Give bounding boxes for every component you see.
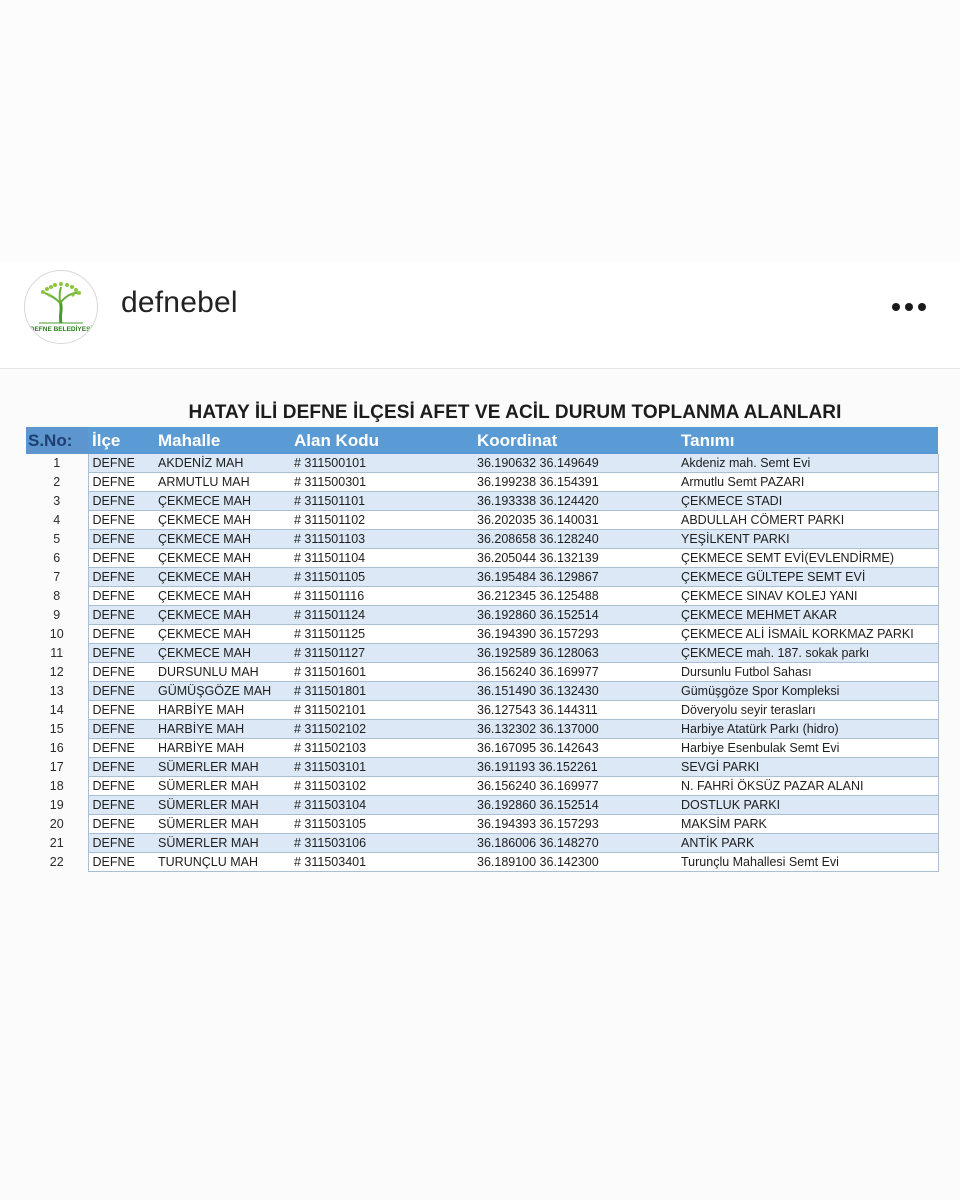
cell-tanimi: Turunçlu Mahallesi Semt Evi xyxy=(677,853,938,872)
cell-sno: 14 xyxy=(26,701,88,720)
cell-ilce: DEFNE xyxy=(88,796,154,815)
table-row xyxy=(26,492,938,511)
cell-mahalle: ÇEKMECE MAH xyxy=(154,625,290,644)
cell-alan-kodu: # 311500101 xyxy=(290,454,473,473)
table-row xyxy=(26,777,938,796)
cell-koordinat: 36.194393 36.157293 xyxy=(473,815,677,834)
cell-mahalle: ÇEKMECE MAH xyxy=(154,511,290,530)
cell-alan-kodu: # 311501102 xyxy=(290,511,473,530)
cell-alan-kodu: # 311501101 xyxy=(290,492,473,511)
cell-sno: 13 xyxy=(26,682,88,701)
cell-tanimi: Armutlu Semt PAZARI xyxy=(677,473,938,492)
document-title: HATAY İLİ DEFNE İLÇESİ AFET VE ACİL DURUM TOPLANMA ALANLARI xyxy=(188,402,842,423)
more-horizontal-icon xyxy=(905,303,913,311)
cell-koordinat: 36.127543 36.144311 xyxy=(473,701,677,720)
cell-mahalle: ARMUTLU MAH xyxy=(154,473,290,492)
cell-alan-kodu: # 311501124 xyxy=(290,606,473,625)
cell-tanimi: N. FAHRİ ÖKSÜZ PAZAR ALANI xyxy=(677,777,938,796)
cell-koordinat: 36.194390 36.157293 xyxy=(473,625,677,644)
cell-koordinat: 36.205044 36.132139 xyxy=(473,549,677,568)
cell-koordinat: 36.192589 36.128063 xyxy=(473,644,677,663)
table-row xyxy=(26,701,938,720)
more-horizontal-icon xyxy=(892,303,900,311)
cell-koordinat: 36.208658 36.128240 xyxy=(473,530,677,549)
cell-alan-kodu: # 311501601 xyxy=(290,663,473,682)
cell-tanimi: MAKSİM PARK xyxy=(677,815,938,834)
cell-alan-kodu: # 311503106 xyxy=(290,834,473,853)
cell-sno: 4 xyxy=(26,511,88,530)
post-header xyxy=(0,262,960,369)
cell-ilce: DEFNE xyxy=(88,853,154,872)
table-row xyxy=(26,834,938,853)
cell-tanimi: ÇEKMECE MEHMET AKAR xyxy=(677,606,938,625)
cell-tanimi: ÇEKMECE SINAV KOLEJ YANI xyxy=(677,587,938,606)
cell-sno: 2 xyxy=(26,473,88,492)
cell-ilce: DEFNE xyxy=(88,682,154,701)
cell-mahalle: SÜMERLER MAH xyxy=(154,777,290,796)
cell-tanimi: DOSTLUK PARKI xyxy=(677,796,938,815)
cell-sno: 22 xyxy=(26,853,88,872)
column-header-alan-kodu: Alan Kodu xyxy=(290,427,473,454)
cell-sno: 19 xyxy=(26,796,88,815)
cell-ilce: DEFNE xyxy=(88,625,154,644)
cell-koordinat: 36.192860 36.152514 xyxy=(473,796,677,815)
cell-koordinat: 36.193338 36.124420 xyxy=(473,492,677,511)
cell-ilce: DEFNE xyxy=(88,587,154,606)
table-row xyxy=(26,568,938,587)
cell-tanimi: Harbiye Atatürk Parkı (hidro) xyxy=(677,720,938,739)
cell-ilce: DEFNE xyxy=(88,454,154,473)
cell-mahalle: ÇEKMECE MAH xyxy=(154,492,290,511)
column-header-tanimi: Tanımı xyxy=(677,427,938,454)
table-row xyxy=(26,511,938,530)
cell-koordinat: 36.156240 36.169977 xyxy=(473,777,677,796)
cell-mahalle: ÇEKMECE MAH xyxy=(154,587,290,606)
cell-mahalle: SÜMERLER MAH xyxy=(154,758,290,777)
cell-sno: 6 xyxy=(26,549,88,568)
cell-sno: 3 xyxy=(26,492,88,511)
cell-koordinat: 36.212345 36.125488 xyxy=(473,587,677,606)
cell-tanimi: Dursunlu Futbol Sahası xyxy=(677,663,938,682)
cell-alan-kodu: # 311501116 xyxy=(290,587,473,606)
cell-alan-kodu: # 311501103 xyxy=(290,530,473,549)
cell-tanimi: ÇEKMECE mah. 187. sokak parkı xyxy=(677,644,938,663)
cell-tanimi: ABDULLAH CÖMERT PARKI xyxy=(677,511,938,530)
table-row xyxy=(26,549,938,568)
cell-sno: 12 xyxy=(26,663,88,682)
cell-mahalle: HARBİYE MAH xyxy=(154,739,290,758)
table-row xyxy=(26,720,938,739)
cell-alan-kodu: # 311502102 xyxy=(290,720,473,739)
table-row xyxy=(26,606,938,625)
cell-koordinat: 36.189100 36.142300 xyxy=(473,853,677,872)
cell-sno: 18 xyxy=(26,777,88,796)
cell-sno: 21 xyxy=(26,834,88,853)
cell-alan-kodu: # 311501801 xyxy=(290,682,473,701)
table-row xyxy=(26,663,938,682)
cell-alan-kodu: # 311503105 xyxy=(290,815,473,834)
more-options-button[interactable] xyxy=(884,292,934,322)
table-row xyxy=(26,530,938,549)
svg-text:DEFNE BELEDİYESİ: DEFNE BELEDİYESİ xyxy=(29,326,93,333)
cell-sno: 15 xyxy=(26,720,88,739)
column-header-sno: S.No: xyxy=(26,427,88,454)
cell-koordinat: 36.186006 36.148270 xyxy=(473,834,677,853)
cell-ilce: DEFNE xyxy=(88,720,154,739)
cell-sno: 1 xyxy=(26,454,88,473)
table-row xyxy=(26,758,938,777)
cell-mahalle: HARBİYE MAH xyxy=(154,701,290,720)
cell-koordinat: 36.132302 36.137000 xyxy=(473,720,677,739)
cell-sno: 5 xyxy=(26,530,88,549)
cell-tanimi: Akdeniz mah. Semt Evi xyxy=(677,454,938,473)
cell-sno: 17 xyxy=(26,758,88,777)
cell-tanimi: YEŞİLKENT PARKI xyxy=(677,530,938,549)
cell-sno: 7 xyxy=(26,568,88,587)
cell-tanimi: ÇEKMECE STADI xyxy=(677,492,938,511)
table-body xyxy=(26,454,938,872)
cell-tanimi: ANTİK PARK xyxy=(677,834,938,853)
cell-alan-kodu: # 311501125 xyxy=(290,625,473,644)
cell-tanimi: ÇEKMECE GÜLTEPE SEMT EVİ xyxy=(677,568,938,587)
cell-ilce: DEFNE xyxy=(88,568,154,587)
avatar[interactable] xyxy=(24,270,98,344)
table-row xyxy=(26,682,938,701)
cell-ilce: DEFNE xyxy=(88,663,154,682)
cell-ilce: DEFNE xyxy=(88,492,154,511)
post-image xyxy=(0,369,960,1200)
cell-alan-kodu: # 311501127 xyxy=(290,644,473,663)
cell-sno: 8 xyxy=(26,587,88,606)
cell-ilce: DEFNE xyxy=(88,834,154,853)
table-row xyxy=(26,473,938,492)
cell-koordinat: 36.191193 36.152261 xyxy=(473,758,677,777)
cell-mahalle: SÜMERLER MAH xyxy=(154,834,290,853)
cell-koordinat: 36.192860 36.152514 xyxy=(473,606,677,625)
defne-belediyesi-logo xyxy=(25,271,97,343)
cell-koordinat: 36.202035 36.140031 xyxy=(473,511,677,530)
cell-sno: 9 xyxy=(26,606,88,625)
cell-mahalle: ÇEKMECE MAH xyxy=(154,644,290,663)
cell-alan-kodu: # 311500301 xyxy=(290,473,473,492)
cell-tanimi: Gümüşgöze Spor Kompleksi xyxy=(677,682,938,701)
cell-koordinat: 36.195484 36.129867 xyxy=(473,568,677,587)
assembly-areas-table xyxy=(26,427,939,872)
cell-mahalle: DURSUNLU MAH xyxy=(154,663,290,682)
cell-alan-kodu: # 311502101 xyxy=(290,701,473,720)
cell-koordinat: 36.199238 36.154391 xyxy=(473,473,677,492)
table-header-row xyxy=(26,427,938,454)
cell-alan-kodu: # 311503401 xyxy=(290,853,473,872)
cell-ilce: DEFNE xyxy=(88,739,154,758)
cell-tanimi: Döveryolu seyir terasları xyxy=(677,701,938,720)
cell-mahalle: HARBİYE MAH xyxy=(154,720,290,739)
cell-ilce: DEFNE xyxy=(88,549,154,568)
cell-alan-kodu: # 311503104 xyxy=(290,796,473,815)
cell-ilce: DEFNE xyxy=(88,473,154,492)
assembly-areas-table-container xyxy=(26,427,938,872)
cell-alan-kodu: # 311503102 xyxy=(290,777,473,796)
table-row xyxy=(26,796,938,815)
cell-ilce: DEFNE xyxy=(88,530,154,549)
column-header-ilce: İlçe xyxy=(88,427,154,454)
cell-tanimi: SEVGİ PARKI xyxy=(677,758,938,777)
cell-koordinat: 36.167095 36.142643 xyxy=(473,739,677,758)
cell-alan-kodu: # 311501104 xyxy=(290,549,473,568)
cell-ilce: DEFNE xyxy=(88,644,154,663)
cell-koordinat: 36.190632 36.149649 xyxy=(473,454,677,473)
cell-alan-kodu: # 311502103 xyxy=(290,739,473,758)
cell-koordinat: 36.151490 36.132430 xyxy=(473,682,677,701)
cell-tanimi: Harbiye Esenbulak Semt Evi xyxy=(677,739,938,758)
table-row xyxy=(26,853,938,872)
table-row xyxy=(26,815,938,834)
table-row xyxy=(26,454,938,473)
cell-mahalle: ÇEKMECE MAH xyxy=(154,530,290,549)
cell-sno: 10 xyxy=(26,625,88,644)
cell-alan-kodu: # 311503101 xyxy=(290,758,473,777)
cell-mahalle: GÜMÜŞGÖZE MAH xyxy=(154,682,290,701)
cell-mahalle: TURUNÇLU MAH xyxy=(154,853,290,872)
cell-mahalle: ÇEKMECE MAH xyxy=(154,606,290,625)
cell-ilce: DEFNE xyxy=(88,758,154,777)
cell-mahalle: SÜMERLER MAH xyxy=(154,815,290,834)
cell-mahalle: SÜMERLER MAH xyxy=(154,796,290,815)
cell-mahalle: ÇEKMECE MAH xyxy=(154,549,290,568)
username[interactable]: defnebel xyxy=(121,286,238,319)
cell-mahalle: AKDENİZ MAH xyxy=(154,454,290,473)
cell-sno: 16 xyxy=(26,739,88,758)
table-row xyxy=(26,739,938,758)
cell-ilce: DEFNE xyxy=(88,606,154,625)
cell-sno: 11 xyxy=(26,644,88,663)
cell-tanimi: ÇEKMECE ALİ İSMAİL KORKMAZ PARKI xyxy=(677,625,938,644)
cell-tanimi: ÇEKMECE SEMT EVİ(EVLENDİRME) xyxy=(677,549,938,568)
column-header-mahalle: Mahalle xyxy=(154,427,290,454)
cell-ilce: DEFNE xyxy=(88,511,154,530)
cell-ilce: DEFNE xyxy=(88,815,154,834)
cell-sno: 20 xyxy=(26,815,88,834)
table-row xyxy=(26,587,938,606)
table-row xyxy=(26,625,938,644)
column-header-koordinat: Koordinat xyxy=(473,427,677,454)
cell-ilce: DEFNE xyxy=(88,777,154,796)
cell-alan-kodu: # 311501105 xyxy=(290,568,473,587)
table-row xyxy=(26,644,938,663)
cell-koordinat: 36.156240 36.169977 xyxy=(473,663,677,682)
cell-mahalle: ÇEKMECE MAH xyxy=(154,568,290,587)
cell-ilce: DEFNE xyxy=(88,701,154,720)
more-horizontal-icon xyxy=(918,303,926,311)
